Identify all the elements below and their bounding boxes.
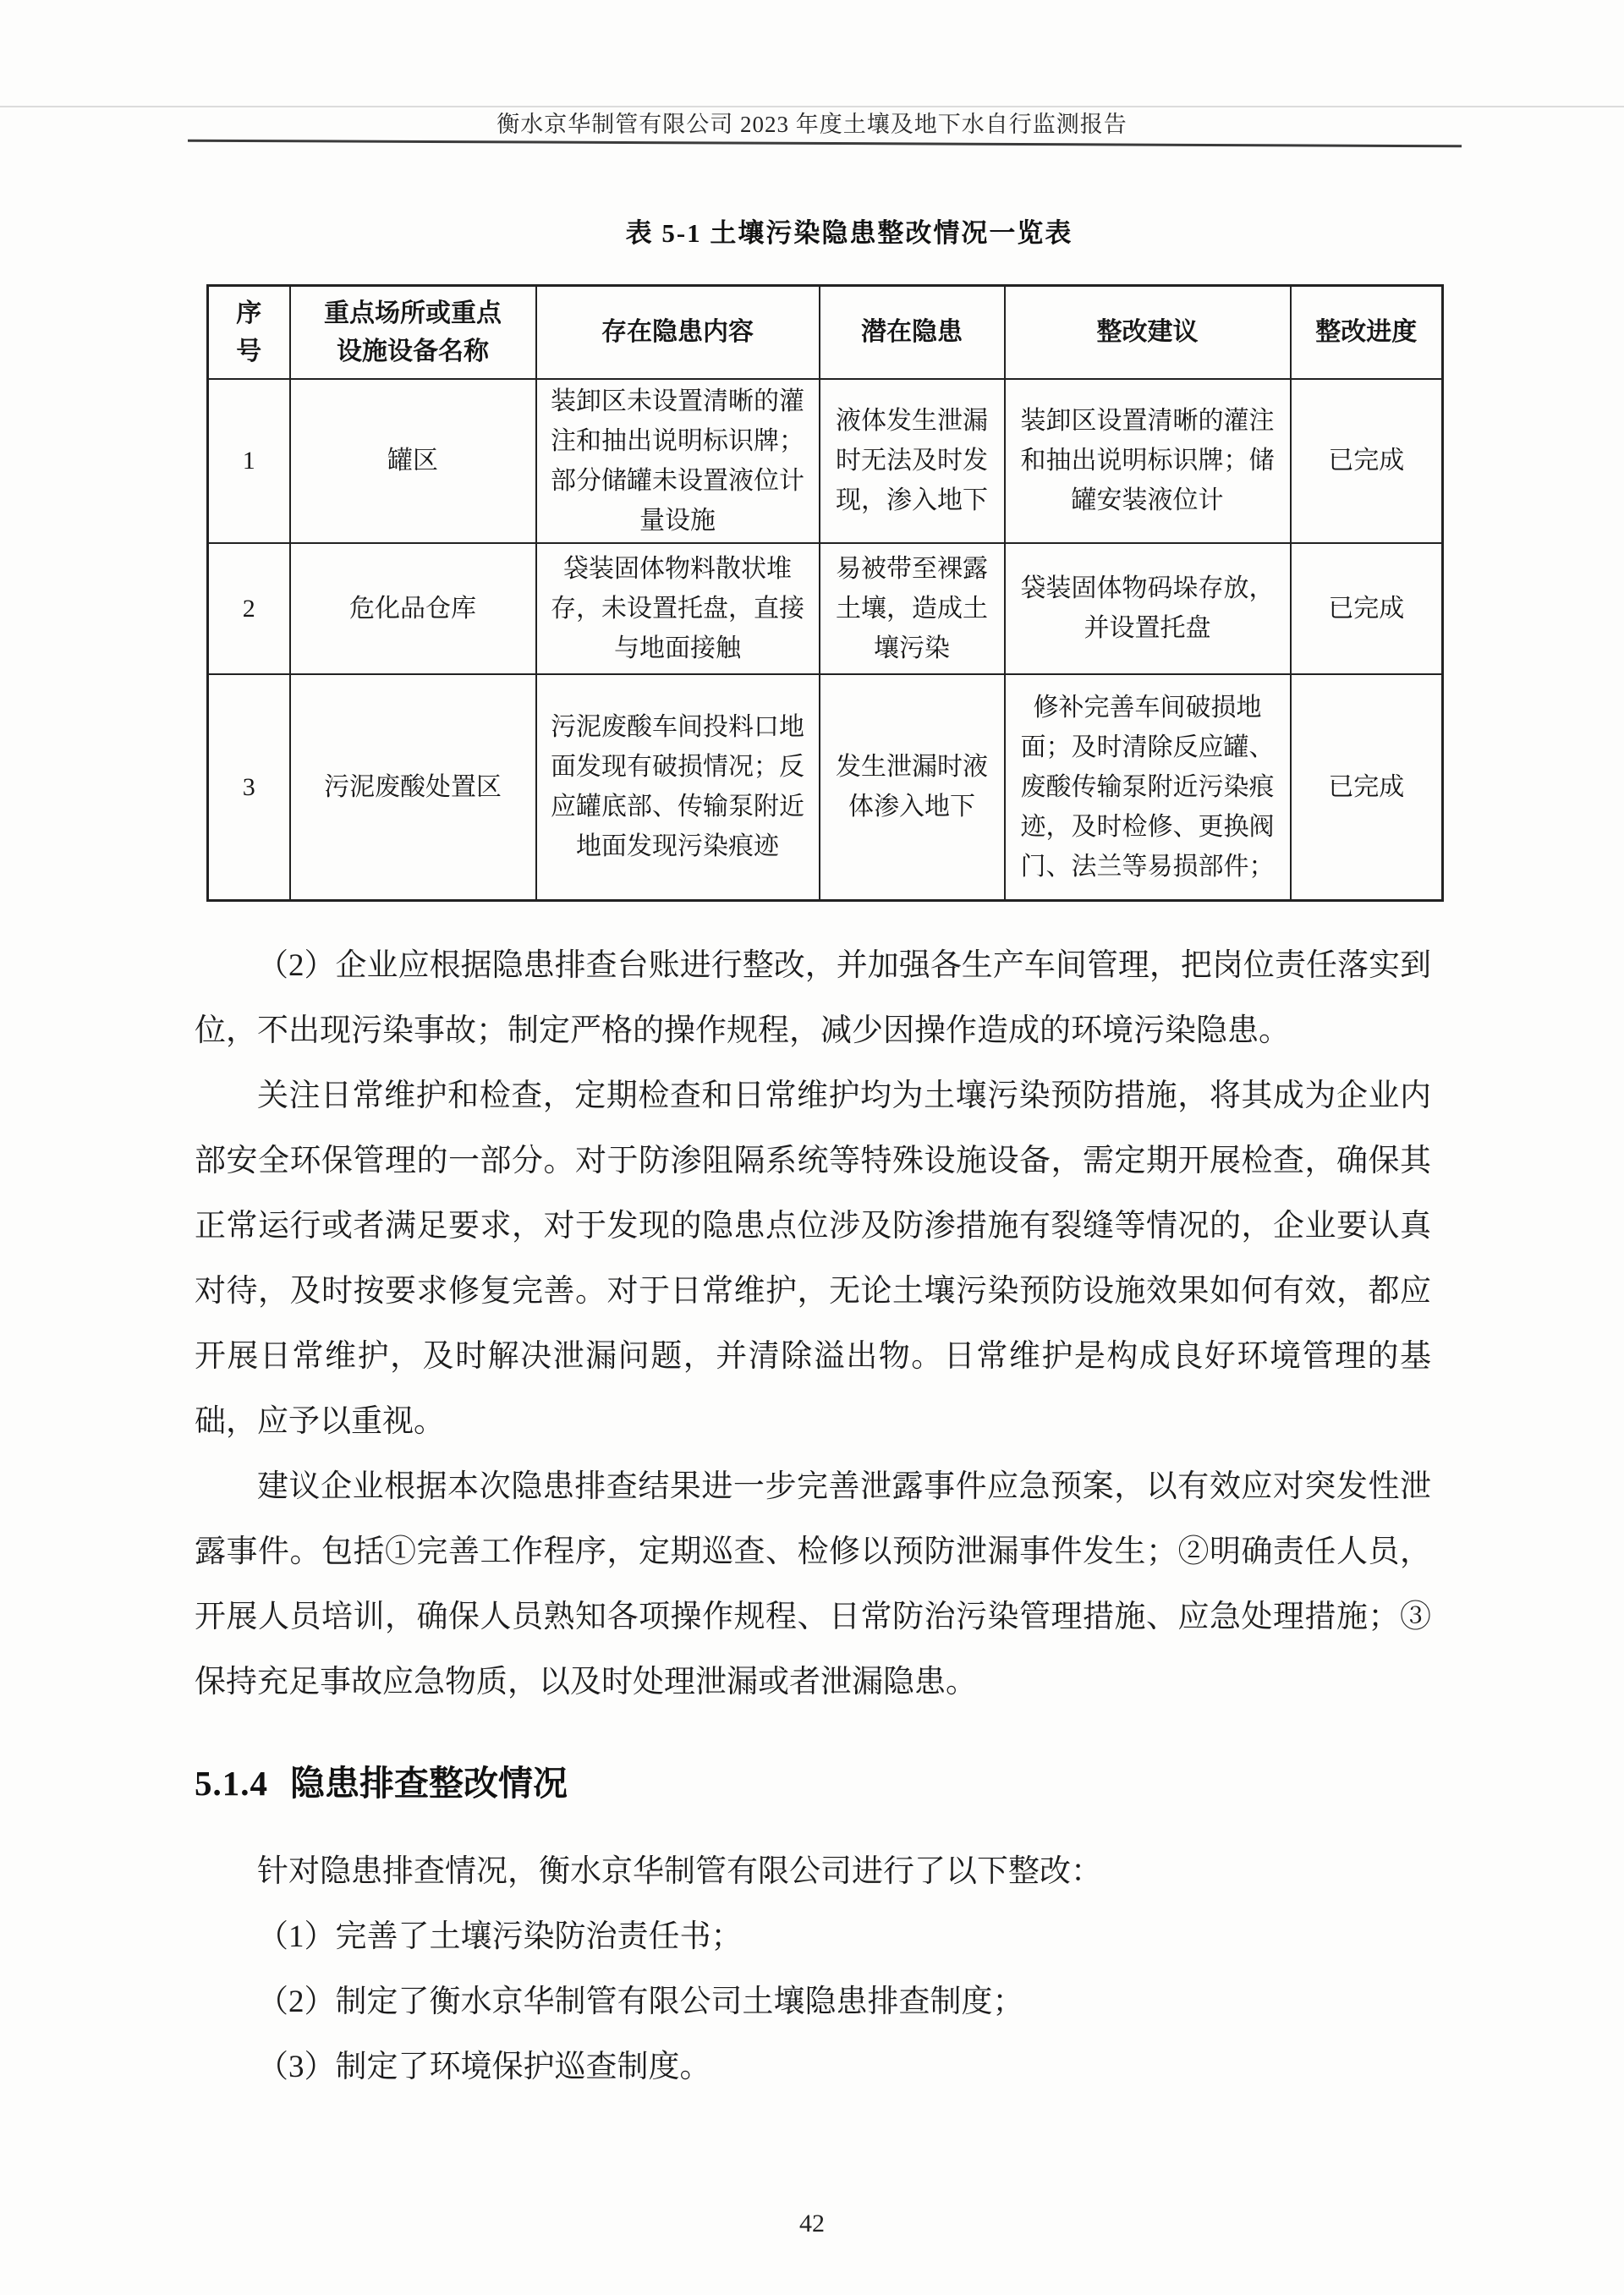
cell-suggestion: 装卸区设置清晰的灌注和抽出说明标识牌；储罐安装液位计 xyxy=(1005,379,1291,543)
table-row xyxy=(208,674,1443,901)
section-heading xyxy=(195,1760,1431,1807)
cell-suggestion: 袋装固体物码垛存放，并设置托盘 xyxy=(1005,543,1291,674)
cell-hazard-content: 污泥废酸车间投料口地面发现有破损情况；反应罐底部、传输泵附近地面发现污染痕迹 xyxy=(536,674,820,901)
table-row xyxy=(208,543,1443,674)
table-row xyxy=(208,379,1443,543)
cell-progress: 已完成 xyxy=(1291,674,1443,901)
running-header: 衡水京华制管有限公司 2023 年度土壤及地下水自行监测报告 xyxy=(497,112,1127,137)
col-header-suggestion: 整改建议 xyxy=(1005,286,1291,379)
cell-location: 危化品仓库 xyxy=(290,543,536,674)
cell-potential-hazard: 发生泄漏时液体渗入地下 xyxy=(820,674,1005,901)
col-header-hazard-content: 存在隐患内容 xyxy=(536,286,820,379)
table-header-row xyxy=(208,286,1443,379)
section-title: 隐患排查整改情况 xyxy=(290,1764,568,1803)
col-header-index-label: 序号 xyxy=(236,299,262,365)
page-number: 42 xyxy=(799,2210,825,2237)
cell-progress: 已完成 xyxy=(1291,543,1443,674)
cell-index: 2 xyxy=(208,543,290,674)
col-header-location xyxy=(290,286,536,379)
cell-index: 1 xyxy=(208,379,290,543)
cell-suggestion: 修补完善车间破损地面；及时清除反应罐、废酸传输泵附近污染痕迹，及时检修、更换阀门、法兰等易损部件； xyxy=(1005,674,1291,901)
cell-index: 3 xyxy=(208,674,290,901)
cell-hazard-content: 袋装固体物料散状堆存，未设置托盘，直接与地面接触 xyxy=(536,543,820,674)
paragraph: 建议企业根据本次隐患排查结果进一步完善泄露事件应急预案，以有效应对突发性泄露事件。包括①完善工作程序，定期巡查、检修以预防泄漏事件发生；②明确责任人员，开展人员培训，确保人员熟知各项操作规程、日常防治污染管理措施、应急处理措施；③保持充足事故应急物质，以及时处理泄漏或者泄漏隐患。 xyxy=(195,1469,1431,1699)
scan-artifact-line xyxy=(0,106,1624,107)
cell-potential-hazard: 易被带至裸露土壤，造成土壤污染 xyxy=(820,543,1005,674)
body-text xyxy=(195,933,1431,2100)
cell-progress: 已完成 xyxy=(1291,379,1443,543)
col-header-potential-hazard: 潜在隐患 xyxy=(820,286,1005,379)
cell-location: 污泥废酸处置区 xyxy=(290,674,536,901)
list-item: （2）制定了衡水京华制管有限公司土壤隐患排查制度； xyxy=(257,1985,1024,2019)
list-item: （1）完善了土壤污染防治责任书； xyxy=(257,1919,743,1954)
rectification-table xyxy=(206,284,1444,902)
col-header-location-label: 重点场所或重点设施设备名称 xyxy=(324,299,502,365)
list-item: （3）制定了环境保护巡查制度。 xyxy=(257,2050,711,2084)
cell-potential-hazard: 液体发生泄漏时无法及时发现，渗入地下 xyxy=(820,379,1005,543)
col-header-index xyxy=(208,286,290,379)
section-number: 5.1.4 xyxy=(195,1764,268,1803)
cell-hazard-content: 装卸区未设置清晰的灌注和抽出说明标识牌；部分储罐未设置液位计量设施 xyxy=(536,379,820,543)
section-intro: 针对隐患排查情况，衡水京华制管有限公司进行了以下整改： xyxy=(257,1854,1102,1889)
paragraph: 关注日常维护和检查，定期检查和日常维护均为土壤污染预防措施，将其成为企业内部安全环保管理的一部分。对于防渗阻隔系统等特殊设施设备，需定期开展检查，确保其正常运行或者满足要求，对于发现的隐患点位涉及防渗措施有裂缝等情况的，企业要认真对待，及时按要求修复完善。对于日常维护，无论土壤污染预防设施效果如何有效，都应开展日常维护，及时解决泄漏问题，并清除溢出物。日常维护是构成良好环境管理的基础，应予以重视。 xyxy=(195,1079,1431,1439)
table-title: 表 5-1 土壤污染隐患整改情况一览表 xyxy=(625,218,1073,248)
paragraph: （2）企业应根据隐患排查台账进行整改，并加强各生产车间管理，把岗位责任落实到位，不出现污染事故；制定严格的操作规程，减少因操作造成的环境污染隐患。 xyxy=(195,948,1431,1048)
header-rule xyxy=(188,140,1462,148)
cell-location: 罐区 xyxy=(290,379,536,543)
col-header-progress: 整改进度 xyxy=(1291,286,1443,379)
